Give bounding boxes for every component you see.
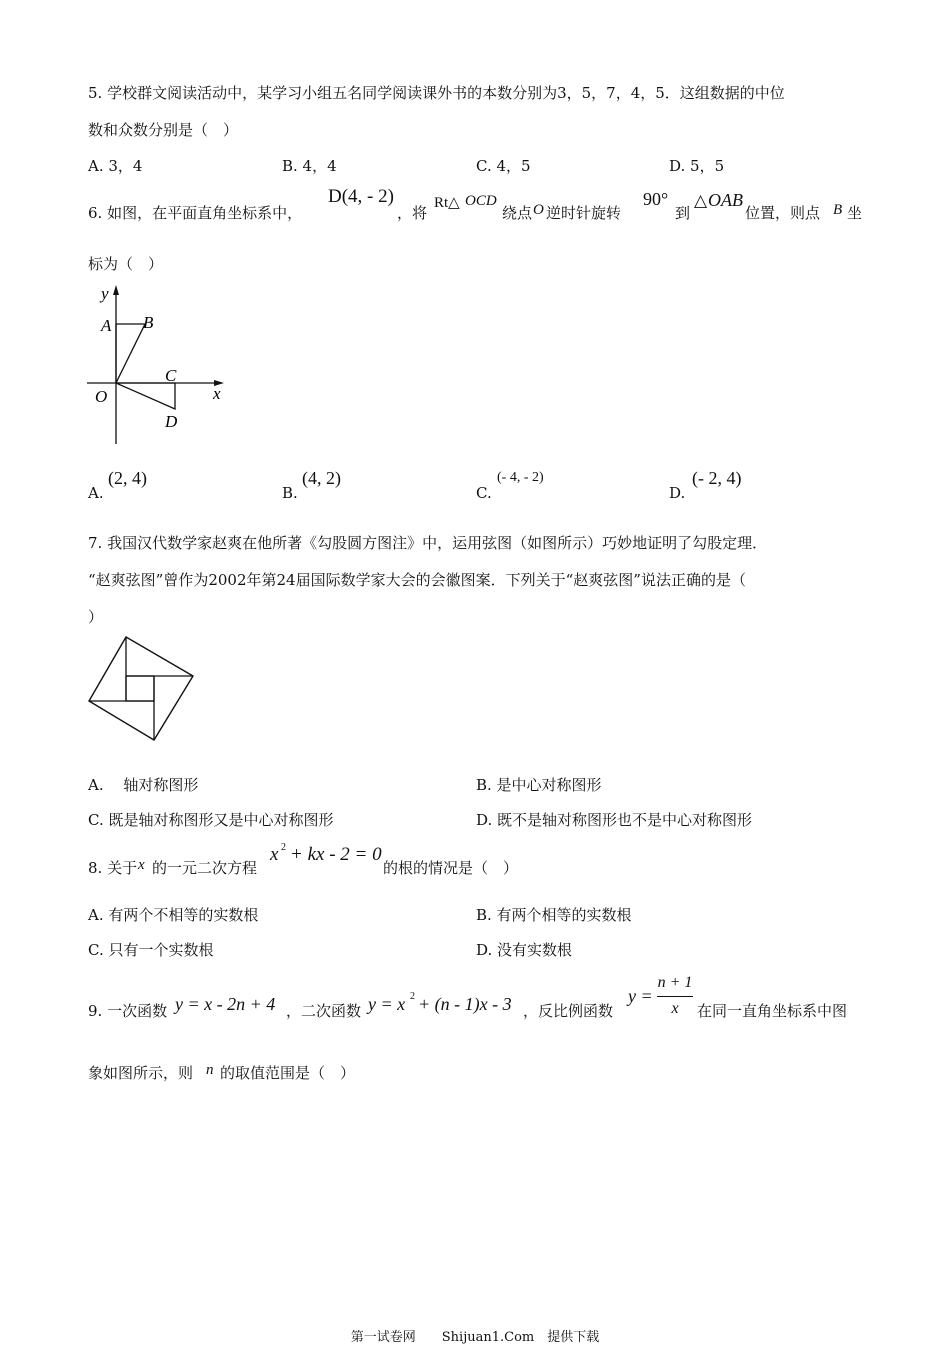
inner-square — [126, 676, 154, 701]
q9-linear-function: y = x - 2n + 4 — [175, 994, 276, 1014]
label-b: B — [143, 313, 154, 332]
q7-option-a: A. 轴对称图形 — [88, 776, 199, 794]
q6-option-b-value: (4, 2) — [302, 468, 341, 488]
label-y: y — [101, 284, 109, 303]
q6-d-coordinate: D(4, - 2) — [328, 186, 394, 207]
q6-ocd: OCD — [465, 193, 497, 209]
q9-fraction-bar — [657, 996, 693, 997]
q9-inverse-y: y = — [628, 986, 653, 1006]
outer-square — [89, 637, 193, 740]
page-footer: 第一试卷网 Shijuan1.Com 提供下载 — [350, 1330, 600, 1345]
q8-pre: 8. 关于 — [88, 859, 138, 877]
q6-line2: 标为（ ） — [88, 255, 164, 273]
q5-option-a: A. 3，4 — [88, 157, 143, 175]
q9-inverse-numerator: n + 1 — [657, 974, 693, 991]
q5-option-c: C. 4，5 — [476, 157, 531, 175]
label-o: O — [95, 387, 108, 406]
y-axis-arrow — [113, 285, 119, 295]
q8-post: 的根的情况是（ ） — [383, 859, 519, 877]
q6-option-b-letter: B. — [282, 484, 298, 502]
q9-post: 在同一直角坐标系中图 — [697, 1002, 848, 1020]
q7-option-c: C. 既是轴对称图形又是中心对称图形 — [88, 811, 334, 829]
q8-option-b: B. 有两个相等的实数根 — [476, 906, 632, 924]
q7-option-d: D. 既不是轴对称图形也不是中心对称图形 — [476, 811, 753, 829]
q6-rt: Rt△ — [434, 195, 460, 211]
q8-option-c: C. 只有一个实数根 — [88, 941, 214, 959]
q6-dao: 到 — [675, 204, 691, 222]
q8-option-d: D. 没有实数根 — [476, 941, 573, 959]
label-x: x — [213, 384, 221, 403]
q6-point-o: O — [533, 202, 544, 218]
q5-option-b: B. 4，4 — [282, 157, 337, 175]
q6-position-text: 位置，则点 — [745, 204, 821, 222]
q9-inverse-denominator: x — [671, 1000, 679, 1017]
triangle-oab — [116, 324, 145, 383]
q7-option-b: B. 是中心对称图形 — [476, 776, 602, 794]
q5-line1: 5. 学校群文阅读活动中，某学习小组五名同学阅读课外书的本数分别为3，5，7，4，5．这组数据的中位 — [88, 84, 785, 102]
q9-comma1: ，二次函数 — [286, 1002, 362, 1020]
q9-comma2: ，反比例函数 — [523, 1002, 614, 1020]
q5-option-d: D. 5，5 — [669, 157, 725, 175]
label-a: A — [101, 316, 112, 335]
q5-line2: 数和众数分别是（ ） — [88, 121, 239, 139]
q6-rotate-text: 绕点 — [502, 204, 533, 222]
q9-pre: 9. 一次函数 — [88, 1002, 168, 1020]
q7-line1: 7. 我国汉代数学家赵爽在他所著《勾股圆方图注》中，运用弦图（如图所示）巧妙地证明了勾股定理． — [88, 534, 768, 552]
q8-eq-x: x — [270, 844, 279, 865]
q9-var-n: n — [206, 1062, 214, 1078]
q8-var-x: x — [138, 857, 145, 873]
q6-option-d-value: (- 2, 4) — [692, 468, 742, 488]
q9-line2a: 象如图所示，则 — [88, 1064, 194, 1082]
q6-intro: 6. 如图，在平面直角坐标系中， — [88, 204, 303, 222]
q8-eq-rest: + kx - 2 = 0 — [290, 844, 382, 865]
q6-coordinate-figure — [85, 282, 235, 450]
q6-option-c-letter: C. — [476, 484, 492, 502]
q9-quadratic-sup: 2 — [410, 991, 415, 1002]
q6-option-d-letter: D. — [669, 484, 686, 502]
q9-quadratic-a: y = x — [368, 994, 406, 1014]
label-c: C — [165, 366, 177, 385]
q6-zuo: 坐 — [847, 204, 863, 222]
q6-oab: OAB — [708, 190, 743, 210]
q6-degree: 90° — [643, 189, 669, 209]
q7-line3: ） — [88, 608, 104, 626]
q6-triangle-symbol: △ — [694, 191, 708, 210]
q6-option-a-value: (2, 4) — [108, 468, 147, 488]
q6-option-c-value: (- 4, - 2) — [497, 470, 544, 485]
q8-eq-sup: 2 — [281, 842, 286, 853]
triangle-ocd — [116, 383, 175, 409]
q8-option-a: A. 有两个不相等的实数根 — [88, 906, 259, 924]
q6-point-b: B — [833, 202, 843, 218]
q8-mid: 的一元二次方程 — [152, 859, 258, 877]
q7-line2: “赵爽弦图”曾作为2002年第24届国际数学家大会的会徽图案．下列关于“赵爽弦图”说法正确的是（ — [88, 571, 746, 589]
label-d: D — [165, 412, 178, 431]
q9-line2b: 的取值范围是（ ） — [220, 1064, 356, 1082]
q9-quadratic-b: + (n - 1)x - 3 — [418, 994, 512, 1014]
q6-option-a-letter: A. — [88, 484, 104, 502]
q6-comma-jiang: ，将 — [397, 204, 428, 222]
q6-rotate-text-2: 逆时针旋转 — [546, 204, 622, 222]
zhao-shuang-chord-figure — [86, 634, 196, 744]
